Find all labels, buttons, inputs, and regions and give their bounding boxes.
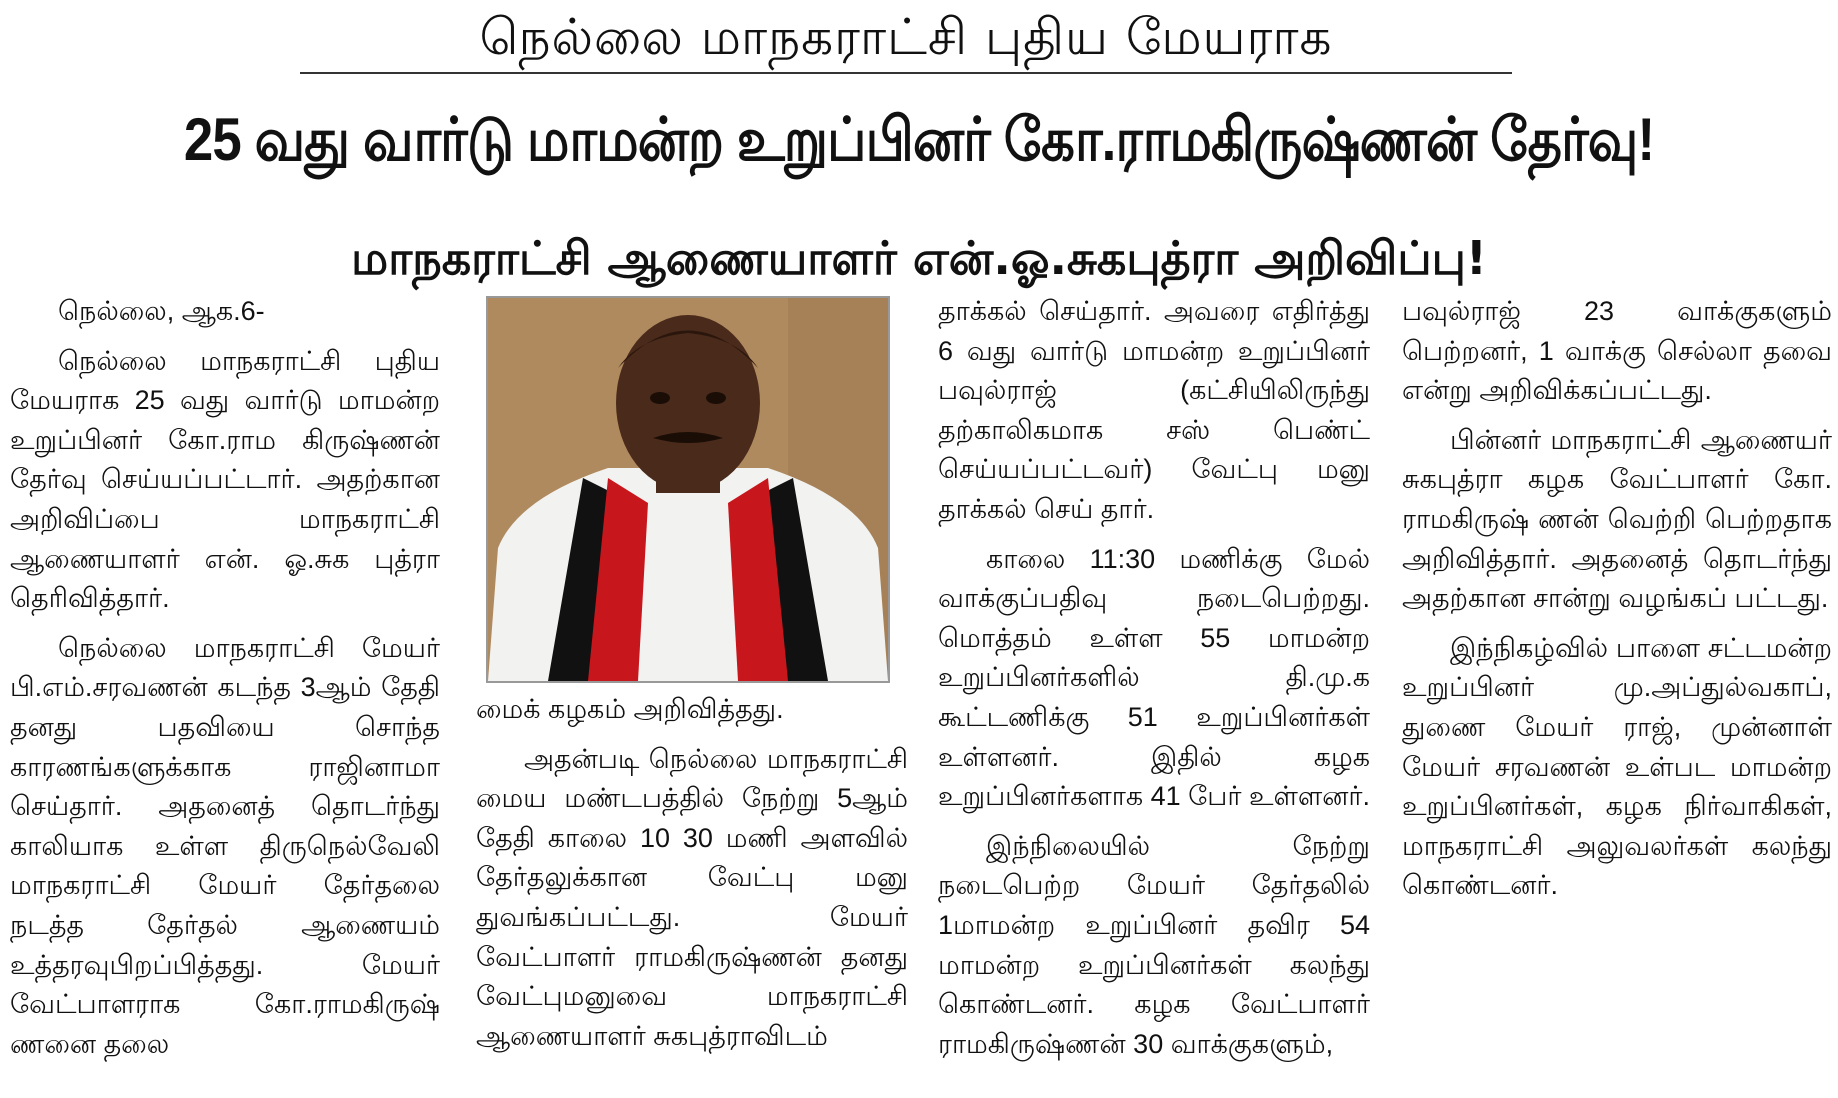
portrait-illustration: [488, 298, 888, 681]
shirt: [488, 468, 888, 681]
article-column-2: [476, 690, 908, 1066]
portrait-photo: [486, 296, 890, 683]
article-column-3: [938, 292, 1370, 1074]
paragraph: தாக்கல் செய்தார். அவரை எதிர்த்து 6 வது வார்டு மாமன்ற உறுப்பினர் பவுல்ராஜ் (கட்சியிலிருந்து தற்காலிகமாக சஸ் பெண்ட் செய்யப்பட்டவர்) வேட்பு மனு தாக்கல் செய் தார்.: [938, 296, 1370, 524]
paragraph: அதன்படி நெல்லை மாநகராட்சி மைய மண்டபத்தில் நேற்று 5ஆம் தேதி காலை 10 30 மணி அளவில் தேர்தலுக்கான வேட்பு மனு துவங்கப்பட்டது. மேயர் வேட்பாளர் ராமகிருஷ்ணன் தனது வேட்புமனுவை மாநகராட்சி ஆணையாளர் சுகபுத்ராவிடம்: [476, 743, 908, 1051]
paragraph: நெல்லை மாநகராட்சி புதிய மேயராக 25 வது வார்டு மாமன்ற உறுப்பினர் கோ.ராம கிருஷ்ணன் தேர்வு செய்யப்பட்டார். அதற்கான அறிவிப்பை மாநகராட்சி ஆணையாளர் என். ஓ.சுக புத்ரா தெரிவித்தார்.: [10, 345, 440, 614]
article-headline: 25 வது வார்டு மாமன்ற உறுப்பினர் கோ.ராமகிருஷ்ணன் தேர்வு!: [183, 106, 1655, 173]
paragraph: இந்நிலையில் நேற்று நடைபெற்ற மேயர் தேர்தலில் 1மாமன்ற உறுப்பினர் தவிர 54 மாமன்ற உறுப்பினர்கள் கலந்து கொண்டனர். கழக வேட்பாளர் ராமகிருஷ்ணன் 30 வாக்குகளும்,: [938, 830, 1370, 1059]
article-kicker: நெல்லை மாநகராட்சி புதிய மேயராக: [300, 6, 1512, 74]
paragraph: மைக் கழகம் அறிவித்தது.: [476, 694, 784, 724]
face: [616, 315, 760, 491]
paragraph: பவுல்ராஜ் 23 வாக்குகளும் பெற்றனர், 1 வாக்கு செல்லா தவை என்று அறிவிக்கப்பட்டது.: [1402, 296, 1832, 406]
eye-left: [650, 392, 670, 404]
article-column-4: [1402, 292, 1832, 916]
paragraph: காலை 11:30 மணிக்கு மேல் வாக்குப்பதிவு நடைபெற்றது. மொத்தம் உள்ள 55 மாமன்ற உறுப்பினர்களில் தி.மு.க கூட்டணிக்கு 51 உறுப்பினர்கள் உள்ளனர். இதில் கழக உறுப்பினர்களாக 41 பேர் உள்ளனர்.: [938, 543, 1370, 812]
eye-right: [706, 392, 726, 404]
paragraph: பின்னர் மாநகராட்சி ஆணையர் சுகபுத்ரா கழக வேட்பாளர் கோ. ராமகிருஷ் ணன் வெற்றி பெற்றதாக அறிவித்தார். அதனைத் தொடர்ந்து அதற்கான சான்று வழங்கப் பட்டது.: [1402, 424, 1832, 614]
paragraph: நெல்லை மாநகராட்சி மேயர் பி.எம்.சரவணன் கடந்த 3ஆம் தேதி தனது பதவியை சொந்த காரணங்களுக்காக ராஜினாமா செய்தார். அதனைத் தொடர்ந்து காலியாக உள்ள திருநெல்வேலி மாநகராட்சி மேயர் தேர்தலை நடத்த தேர்தல் ஆணையம் உத்தரவுபிறப்பித்தது. மேயர் வேட்பாளராக கோ.ராமகிருஷ் ணனை தலை: [10, 632, 440, 1059]
article-column-1: [10, 292, 440, 1074]
paragraph: இந்நிகழ்வில் பாளை சட்டமன்ற உறுப்பினர் மு.அப்துல்வகாப், துணை மேயர் ராஜ், முன்னாள் மேயர் சரவணன் உள்பட மாமன்ற உறுப்பினர்கள், கழக நிர்வாகிகள், மாநகராட்சி அலுவலர்கள் கலந்து கொண்டனர்.: [1402, 632, 1832, 901]
article-subhead: மாநகராட்சி ஆணையாளர் என்.ஓ.சுகபுத்ரா அறிவிப்பு!: [351, 231, 1487, 285]
dateline: நெல்லை, ஆக.6-: [58, 296, 265, 326]
